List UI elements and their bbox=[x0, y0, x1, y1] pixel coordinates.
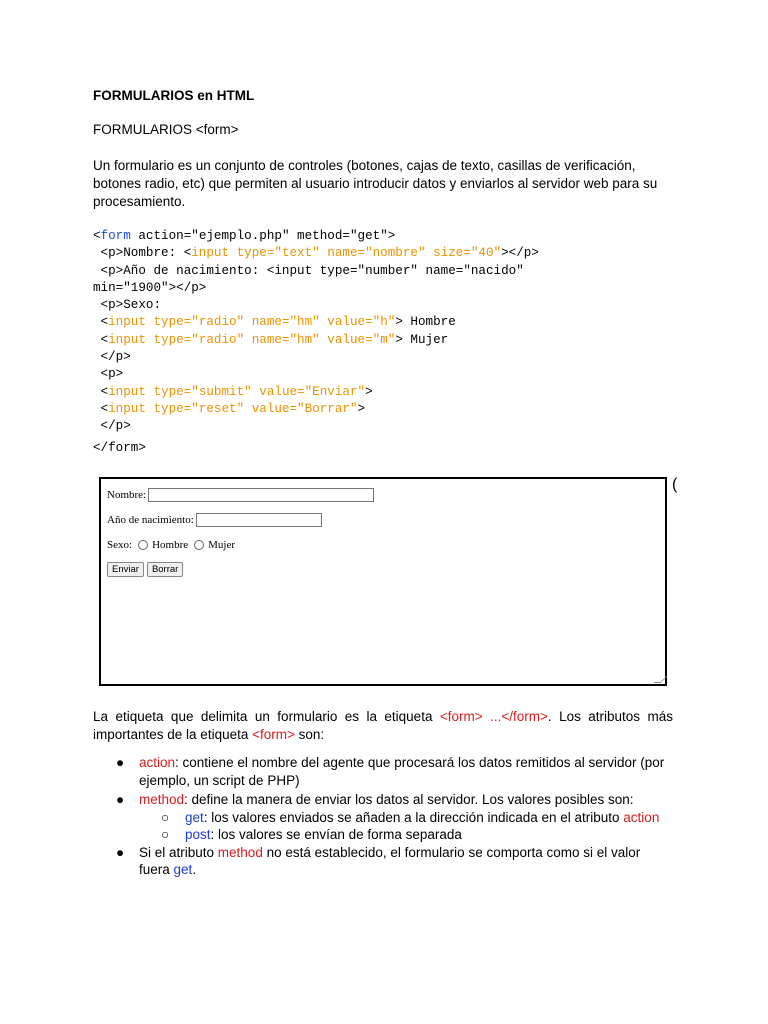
para-text: . Los atributos más importantes de la etiqueta bbox=[93, 709, 673, 742]
code-text: </p> bbox=[93, 350, 131, 365]
value-term: get bbox=[185, 809, 204, 825]
circle-bullet-icon: ○ bbox=[161, 827, 170, 842]
nombre-input[interactable] bbox=[148, 488, 374, 502]
nacimiento-label: Año de nacimiento: bbox=[107, 514, 194, 526]
code-text: </form> bbox=[93, 440, 146, 455]
enviar-button[interactable]: Enviar bbox=[107, 562, 144, 577]
value-desc: : los valores enviados se añaden a la dirección indicada en el atributo bbox=[203, 809, 624, 825]
attr-term: action bbox=[139, 755, 176, 770]
nacimiento-row bbox=[107, 513, 322, 527]
code-text: <p>Sexo: bbox=[93, 298, 162, 313]
code-keyword: form bbox=[100, 229, 131, 243]
nombre-label: Nombre: bbox=[107, 489, 147, 501]
attr-desc: : define la manera de enviar los datos al servidor. Los valores posibles son: bbox=[184, 792, 634, 807]
code-text: < bbox=[93, 384, 109, 399]
document-title: FORMULARIOS en HTML bbox=[93, 88, 255, 103]
hombre-radio[interactable] bbox=[138, 540, 148, 550]
code-text: < bbox=[93, 332, 109, 347]
code-highlight: input type="text" name="nombre" size="40" bbox=[191, 246, 502, 261]
bracket-mark: ( bbox=[672, 476, 678, 493]
bullet-icon: ● bbox=[116, 755, 125, 770]
code-highlight: input type="radio" name="hm" value="h" bbox=[108, 315, 396, 330]
code-text: ></p> bbox=[501, 246, 539, 261]
list-item-default bbox=[93, 844, 673, 879]
mujer-radio[interactable] bbox=[194, 540, 204, 550]
code-text: > Mujer bbox=[395, 332, 449, 347]
value-term: post bbox=[185, 827, 211, 842]
code-text: <p>Nombre: < bbox=[93, 246, 192, 261]
attr-term: action bbox=[623, 809, 660, 825]
resize-handle-icon[interactable] bbox=[654, 676, 668, 683]
buttons-row bbox=[107, 562, 186, 577]
sub-list-item-get bbox=[93, 809, 673, 827]
bullet-icon: ● bbox=[116, 844, 125, 860]
code-text: min="1900"></p> bbox=[93, 280, 207, 295]
form-preview bbox=[99, 477, 667, 686]
code-text: action="ejemplo.php" method="get"> bbox=[130, 229, 396, 243]
hombre-label: Hombre bbox=[152, 539, 189, 551]
value-desc: : los valores se envían de forma separada bbox=[210, 827, 462, 842]
nacimiento-input[interactable] bbox=[196, 513, 322, 527]
list-text: . bbox=[192, 862, 197, 877]
attr-term: method bbox=[139, 792, 185, 807]
attr-desc: : contiene el nombre del agente que procesará los datos remitidos al servidor (por ejemplo, un script de PHP) bbox=[139, 755, 665, 788]
code-text: < bbox=[93, 315, 109, 330]
form-tag-code: <form> bbox=[252, 727, 295, 742]
sexo-label: Sexo: bbox=[107, 539, 133, 551]
code-highlight: input type="submit" value="Enviar" bbox=[108, 384, 366, 399]
borrar-button[interactable]: Borrar bbox=[147, 562, 183, 577]
code-text: < bbox=[93, 229, 101, 243]
code-highlight: input type="reset" value="Borrar" bbox=[108, 401, 358, 416]
intro-paragraph: Un formulario es un conjunto de controles (botones, cajas de texto, casillas de verificación, botones radio, etc) que permiten al usuario introducir datos y enviarlos al servidor web para su procesamiento. bbox=[93, 158, 658, 209]
form-tag-code: <form> ...</form> bbox=[439, 709, 548, 724]
list-item-action bbox=[93, 754, 673, 789]
code-text: > bbox=[365, 384, 373, 399]
code-text: < bbox=[93, 401, 109, 416]
section-heading: FORMULARIOS <form> bbox=[93, 122, 239, 137]
list-item-method bbox=[93, 791, 673, 809]
code-text: <p>Año de nacimiento: <input type="number" name="nacido" bbox=[93, 263, 524, 278]
nombre-row bbox=[107, 488, 374, 502]
list-text: no está establecido, el formulario se comporta como si el valor fuera bbox=[139, 844, 641, 877]
code-highlight: input type="radio" name="hm" value="m" bbox=[108, 332, 396, 347]
attr-term: method bbox=[217, 844, 263, 860]
circle-bullet-icon: ○ bbox=[161, 809, 170, 825]
para-text: La etiqueta que delimita un formulario es la etiqueta bbox=[93, 709, 440, 724]
code-text: > Hombre bbox=[395, 315, 456, 330]
code-text: > bbox=[357, 401, 366, 416]
mujer-label: Mujer bbox=[208, 539, 235, 551]
form-tag-paragraph bbox=[93, 708, 673, 744]
sexo-row bbox=[107, 539, 235, 551]
attribute-list bbox=[93, 754, 673, 879]
para-text: son: bbox=[294, 727, 325, 742]
code-block bbox=[93, 228, 539, 457]
value-term: get bbox=[173, 862, 193, 877]
list-text: Si el atributo bbox=[139, 844, 218, 860]
bullet-icon: ● bbox=[116, 792, 125, 807]
code-text: </p> bbox=[93, 419, 131, 434]
code-text: <p> bbox=[93, 367, 124, 382]
sub-list-item-post bbox=[93, 826, 673, 844]
